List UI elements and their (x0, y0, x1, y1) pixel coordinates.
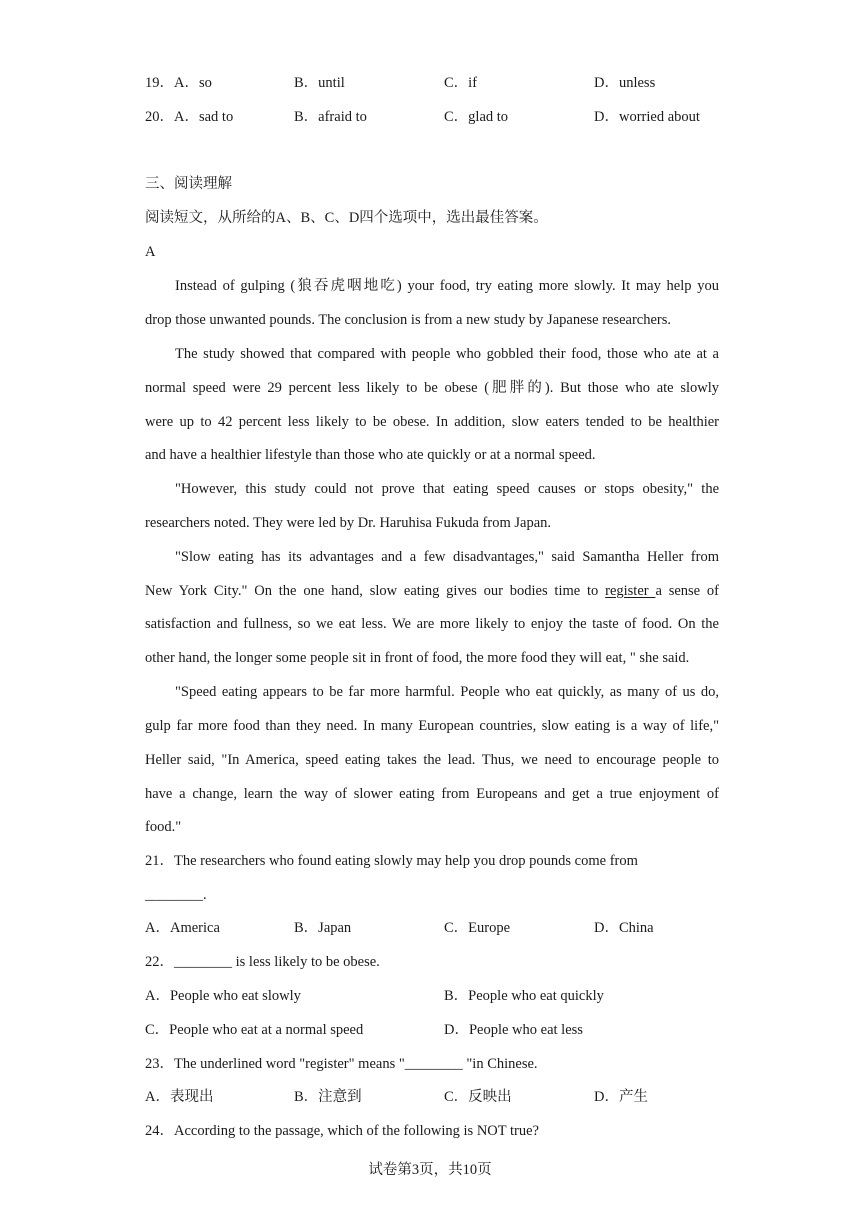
q20-option-c: C．glad to (444, 109, 509, 125)
question-21-stem: 21．The researchers who found eating slowly may help you drop pounds come from (145, 853, 638, 869)
q22-option-a: A．People who eat slowly (145, 988, 301, 1004)
passage-label: A (145, 244, 156, 260)
q22-option-c: C．People who eat at a normal speed (145, 1022, 364, 1038)
q20-option-a: 20．A．sad to (145, 109, 234, 125)
q21-option-d: D．China (594, 920, 654, 936)
passage-line: food." (145, 819, 182, 835)
q22-option-b: B．People who eat quickly (444, 988, 604, 1004)
passage-line: satisfaction and fullness, so we eat less. We are more likely to enjoy the taste of food. On the (145, 616, 719, 632)
passage-line: normal speed were 29 percent less likely to be obese (肥胖的). But those who ate slowly (145, 380, 719, 396)
q19-option-a: 19．A．so (145, 75, 212, 91)
passage-line: have a change, learn the way of slower eating from Europeans and get a true enjoyment of (145, 786, 719, 802)
q19-option-b: B．until (294, 75, 345, 91)
passage-line: "Speed eating appears to be far more harmful. People who eat quickly, as many of us do, (175, 684, 719, 700)
q20-option-b: B．afraid to (294, 109, 367, 125)
section-title: 三、阅读理解 (145, 176, 232, 192)
section-instruction: 阅读短文，从所给的A、B、C、D四个选项中，选出最佳答案。 (145, 210, 548, 226)
q20-option-d: D．worried about (594, 109, 700, 125)
passage-line: Heller said, "In America, speed eating takes the lead. Thus, we need to encourage people to (145, 752, 719, 768)
question-24-stem: 24．According to the passage, which of the following is NOT true? (145, 1123, 539, 1139)
question-21-blank: ________. (145, 887, 207, 903)
underlined-word-register: register (605, 583, 656, 599)
q22-option-d: D．People who eat less (444, 1022, 583, 1038)
passage-line: "Slow eating has its advantages and a few disadvantages," said Samantha Heller from (175, 549, 719, 565)
passage-line: researchers noted. They were led by Dr. Haruhisa Fukuda from Japan. (145, 515, 551, 531)
passage-line: drop those unwanted pounds. The conclusion is from a new study by Japanese researchers. (145, 312, 672, 328)
q21-option-c: C．Europe (444, 920, 511, 936)
q19-option-d: D．unless (594, 75, 656, 91)
passage-line: New York City." On the one hand, slow eating gives our bodies time to register a sense of (145, 583, 720, 599)
question-23-stem: 23．The underlined word "register" means "________ "in Chinese. (145, 1056, 538, 1072)
passage-line: "However, this study could not prove that eating speed causes or stops obesity," the (175, 481, 719, 497)
q23-option-b: B．注意到 (294, 1089, 362, 1105)
q21-option-b: B．Japan (294, 920, 352, 936)
page-footer: 试卷第3页，共10页 (368, 1162, 492, 1178)
q23-option-c: C．反映出 (444, 1089, 512, 1105)
q21-option-a: A．America (145, 920, 220, 936)
passage-line: The study showed that compared with people who gobbled their food, those who ate at a (175, 346, 719, 362)
q19-option-c: C．if (444, 75, 478, 91)
q23-option-a: A．表现出 (145, 1089, 214, 1105)
passage-line: and have a healthier lifestyle than those who ate quickly or at a normal speed. (145, 447, 596, 463)
question-22-stem: 22．________ is less likely to be obese. (145, 954, 380, 970)
passage-line: gulp far more food than they need. In many European countries, slow eating is a way of life," (145, 718, 719, 734)
q23-option-d: D．产生 (594, 1089, 648, 1105)
passage-line: Instead of gulping (狼吞虎咽地吃) your food, try eating more slowly. It may help you (175, 278, 719, 294)
passage-line: other hand, the longer some people sit in front of food, the more food they will eat, " she said. (145, 650, 690, 666)
passage-line: were up to 42 percent less likely to be obese. In addition, slow eaters tended to be healthier (145, 414, 719, 430)
